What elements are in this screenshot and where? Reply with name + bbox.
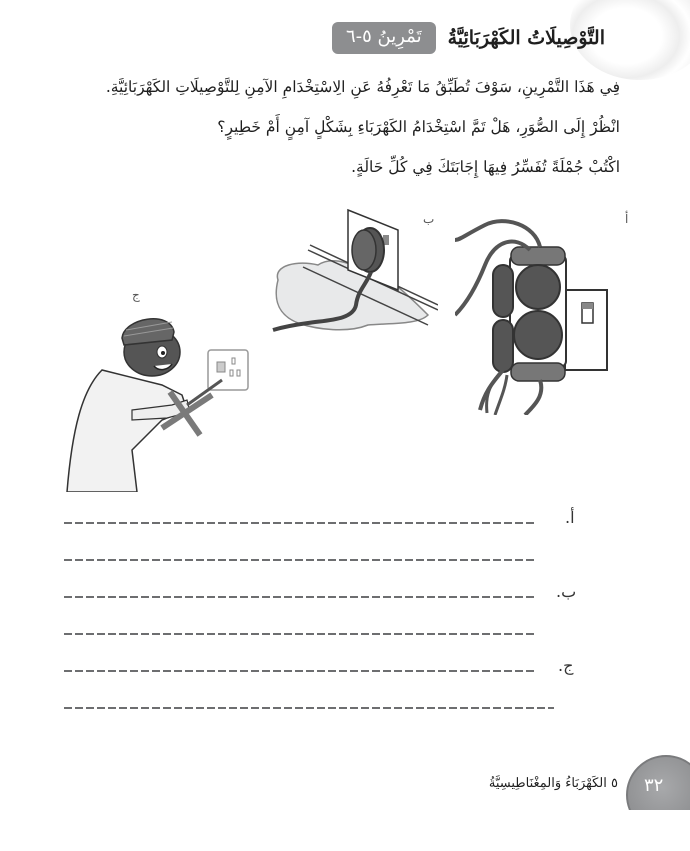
answer-line-a-2[interactable]	[64, 553, 534, 567]
exercise-badge: تَمْرِينُ ٥-٦	[332, 22, 436, 54]
exercise-header	[332, 22, 605, 54]
answer-line-a-1[interactable]	[64, 516, 534, 530]
page-number-badge	[626, 755, 690, 810]
unit-title: ٥ الكَهْرَبَاءُ وَالمِغْنَاطِيسِيَّةُ	[488, 776, 618, 791]
figure-b-plug-in-water	[268, 205, 438, 345]
page-number: ٣٢	[644, 775, 664, 796]
instruction-line-1: فِي هَذَا التَّمْرِينِ، سَوْفَ تُطَبِّقُ مَا تَعْرِفُهُ عَنِ الِاسْتِخْدَامِ الآمِنِ لِلتَّوْصِيلَاتِ الكَهْرَبَائِيَّةِ.	[105, 78, 620, 96]
answer-line-b-2[interactable]	[64, 627, 534, 641]
answer-label-a: أ.	[565, 508, 575, 527]
figure-a-label: أ	[625, 212, 629, 226]
answer-line-b-1[interactable]	[64, 590, 534, 604]
figure-a-overloaded-socket	[455, 215, 635, 415]
instruction-line-3: اكْتُبْ جُمْلَةً تُفَسِّرُ فِيهَا إِجَابَتَكَ فِي كُلِّ حَالَةٍ.	[351, 158, 620, 176]
figure-c-boy-screwdriver	[62, 300, 262, 492]
answer-label-c: ج.	[558, 656, 574, 675]
exercise-title: التَّوْصِيلَاتُ الكَهْرَبَائِيَّةُ	[447, 27, 605, 49]
answer-line-c-2[interactable]	[64, 701, 554, 715]
answer-label-b: ب.	[556, 582, 577, 601]
answer-line-c-1[interactable]	[64, 664, 534, 678]
figure-b-label: ب	[423, 212, 435, 226]
figure-c-label: ج	[132, 288, 140, 302]
instruction-line-2: انْظُرْ إِلَى الصُّوَرِ، هَلْ تَمَّ اسْتِخْدَامُ الكَهْرَبَاءِ بِشَكْلٍ آمِنٍ أَمْ خَطِيرٍ؟	[217, 118, 620, 136]
instructions	[40, 70, 620, 190]
